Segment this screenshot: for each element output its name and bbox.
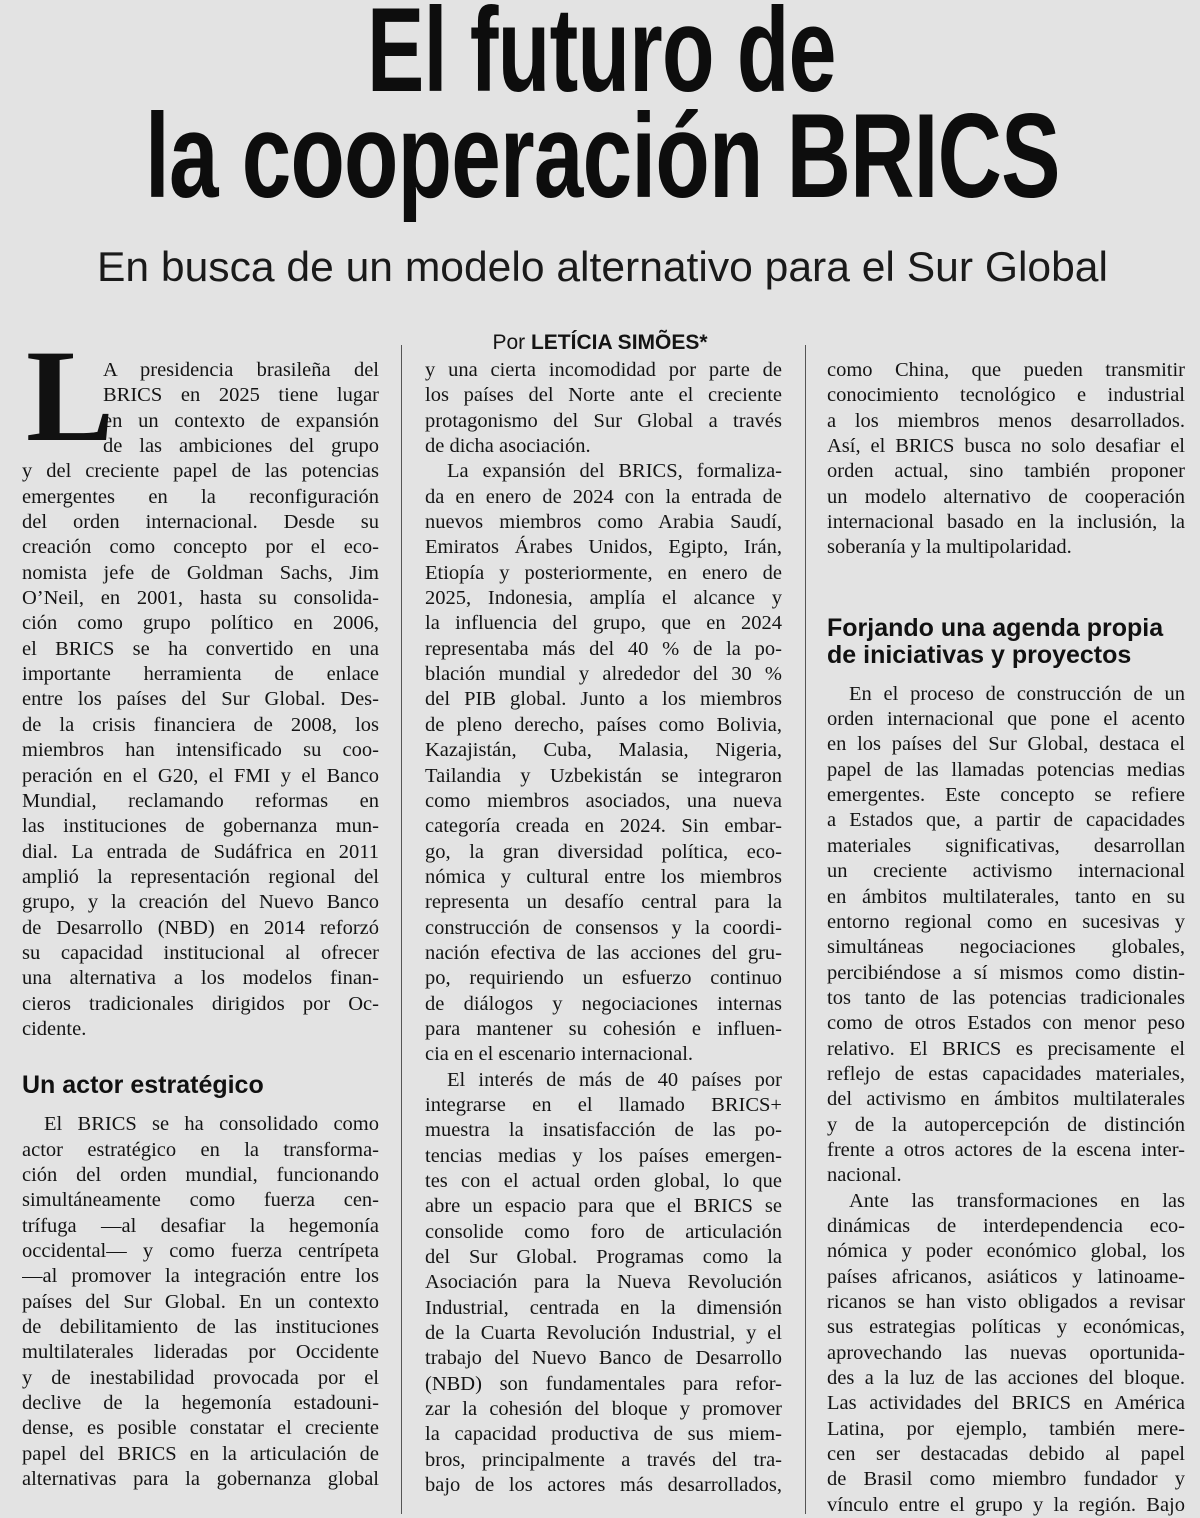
text-line: como miembros asociados, una nueva xyxy=(425,789,782,812)
text-line: (NBD) son fundamentales para refor- xyxy=(425,1372,782,1395)
text-line: del activismo en ámbitos multilaterales xyxy=(827,1088,1185,1111)
text-line: occidental— y como fuerza centrípeta xyxy=(22,1240,379,1262)
text-line: nuevos miembros como Arabia Saudí, xyxy=(425,511,782,534)
article-column-2 xyxy=(425,358,782,1498)
byline xyxy=(0,332,1200,353)
paragraph xyxy=(425,1068,782,1499)
text-line: de pleno derecho, países como Bolivia, xyxy=(425,713,782,736)
text-line: sus estrategias políticas y económicas, xyxy=(827,1316,1185,1339)
text-line: las instituciones de gobernanza mun- xyxy=(22,815,379,838)
text-line: simultáneamente como fuerza cen- xyxy=(22,1189,379,1212)
byline-author: LETÍCIA SIMÕES* xyxy=(530,331,708,354)
text-line: miembros han intensificado su coo- xyxy=(22,739,379,762)
text-line: vínculo entre el grupo y la región. Bajo xyxy=(827,1493,1185,1516)
text-line: de la crisis financiera de 2008, los xyxy=(22,713,379,736)
text-line: Así, el BRICS busca no solo desafiar el xyxy=(827,435,1185,458)
text-line: emergentes en la reconfiguración xyxy=(22,485,379,508)
text-line: internacional basado en la inclusión, la xyxy=(827,511,1185,534)
text-line: amplió la representación regional del xyxy=(22,865,379,888)
text-line: entorno regional como en sucesivas y xyxy=(827,910,1185,933)
text-line: Etiopía y posteriormente, en enero de xyxy=(425,561,782,584)
text-line: y del creciente papel de las potencias xyxy=(22,460,379,483)
text-line: y de la autopercepción de distinción xyxy=(827,1113,1185,1136)
text-line: consolide como foro de articulación xyxy=(425,1220,782,1243)
text-line: O’Neil, en 2001, hasta su consolida- xyxy=(22,587,379,610)
text-line: papel de las llamadas potencias medias xyxy=(827,758,1185,781)
text-line: Latina, por ejemplo, también mere- xyxy=(827,1417,1185,1440)
text-line: grupo, y la creación del Nuevo Banco xyxy=(22,891,379,914)
text-line: países del Sur Global. En un contexto xyxy=(22,1290,379,1313)
text-line: en un contexto de expansión xyxy=(103,409,379,432)
text-line: bros, principalmente a través del tra- xyxy=(425,1448,782,1471)
text-line: Ante las transformaciones en las xyxy=(849,1189,1185,1212)
text-line: cen ser destacadas debido al papel xyxy=(827,1443,1185,1466)
text-line: 2025, Indonesia, amplía el alcance y xyxy=(425,587,782,610)
text-line: declive de la hegemonía estadouni- xyxy=(22,1392,379,1415)
text-line: zar la cohesión del bloque y promover xyxy=(425,1398,782,1421)
paragraph xyxy=(827,682,1185,1189)
text-line: muestra la insatisfacción de las po- xyxy=(425,1119,782,1142)
text-line: cidente. xyxy=(22,1017,87,1040)
text-line: trabajo del Nuevo Banco de Desarrollo xyxy=(425,1347,782,1370)
text-line: de debilitamiento de las instituciones xyxy=(22,1316,379,1339)
article-column-3 xyxy=(827,358,1185,1518)
article-column-1 xyxy=(22,322,379,1492)
text-line: relativo. El BRICS es precisamente el xyxy=(827,1037,1185,1060)
text-line: del orden internacional. Desde su xyxy=(22,511,379,534)
text-line: soberanía y la multipolaridad. xyxy=(827,536,1072,559)
text-line: nómica y poder económico global, los xyxy=(827,1240,1185,1263)
text-line: BRICS en 2025 tiene lugar xyxy=(103,384,379,407)
text-line: países africanos, asiáticos y latinoame- xyxy=(827,1265,1185,1288)
text-line: entre los países del Sur Global. Des- xyxy=(22,688,379,711)
text-line: para mantener su cohesión e influen- xyxy=(425,1017,782,1040)
paragraph xyxy=(22,322,379,1042)
text-line: protagonismo del Sur Global a través xyxy=(425,409,782,432)
text-line: Asociación para la Nueva Revolución xyxy=(425,1271,782,1294)
text-line: multilaterales lideradas por Occidente xyxy=(22,1341,379,1364)
text-line: y una cierta incomodidad por parte de xyxy=(425,359,782,381)
headline-line-2: la cooperación BRICS xyxy=(144,89,1060,223)
text-line: de diálogos y negociaciones internas xyxy=(425,992,782,1015)
text-line: alternativas para la gobernanza global xyxy=(22,1468,379,1491)
text-line: El interés de más de 40 países por xyxy=(447,1068,782,1091)
text-line: a Estados que, a partir de capacidades xyxy=(827,809,1185,832)
text-line: peración en el G20, el FMI y el Banco xyxy=(22,764,379,787)
text-line: blación mundial y alrededor del 30 % xyxy=(425,663,782,686)
text-line: Tailandia y Uzbekistán se integraron xyxy=(425,764,782,787)
text-line: orden internacional que pone el acento xyxy=(827,708,1185,731)
text-line: abre un espacio para que el BRICS se xyxy=(425,1195,782,1218)
text-line: tos tanto de las potencias tradicionales xyxy=(827,986,1185,1009)
text-line: un creciente activismo internacional xyxy=(827,860,1185,883)
text-line: papel del BRICS en la articulación de xyxy=(22,1442,379,1465)
text-line: Las actividades del BRICS en América xyxy=(827,1392,1185,1415)
text-line: de Desarrollo (NBD) en 2014 reforzó xyxy=(22,916,379,939)
column-divider xyxy=(805,345,806,1514)
text-line: El BRICS se ha consolidado como xyxy=(44,1113,379,1136)
text-line: Kazajistán, Cuba, Malasia, Nigeria, xyxy=(425,739,782,762)
text-line: un modelo alternativo de cooperación xyxy=(827,485,1185,508)
text-line: de las ambiciones del grupo xyxy=(103,435,379,458)
text-line: da en enero de 2024 con la entrada de xyxy=(425,485,782,508)
text-line: ricanos se han visto obligados a revisar xyxy=(827,1291,1185,1313)
text-line: materiales significativas, desarrollan xyxy=(827,834,1185,857)
text-line: de la Cuarta Revolución Industrial, y el xyxy=(425,1322,782,1345)
text-line: tes con el actual orden global, lo que xyxy=(425,1170,782,1192)
subtitle: En busca de un modelo alternativo para el Sur Global xyxy=(96,243,1108,290)
section-heading xyxy=(827,615,1185,669)
text-line: los países del Norte ante el creciente xyxy=(425,384,782,407)
text-line: A presidencia brasileña del xyxy=(103,359,379,381)
text-line: orden actual, sino también proponer xyxy=(827,460,1185,483)
text-line: creación como concepto por el eco- xyxy=(22,536,379,559)
text-line: emergentes. Este concepto se refiere xyxy=(827,784,1185,807)
text-line: en los países del Sur Global, destaca el xyxy=(827,733,1185,756)
text-line: po, requiriendo un esfuerzo continuo xyxy=(425,967,782,990)
text-line: como China, que pueden transmitir xyxy=(827,359,1185,381)
text-line: importante herramienta de enlace xyxy=(22,663,379,686)
paragraph xyxy=(425,459,782,1067)
text-line: frente a otros actores de la escena inter- xyxy=(827,1138,1185,1161)
text-line: ción del orden mundial, funcionando xyxy=(22,1163,379,1186)
text-line: reflejo de estas capacidades materiales, xyxy=(827,1062,1185,1085)
text-line: cieros tradicionales dirigidos por Oc- xyxy=(22,992,379,1015)
section-heading-line: Un actor estratégico xyxy=(22,1071,264,1100)
text-line: Mundial, reclamando reformas en xyxy=(22,789,379,812)
text-line: des a la luz de las acciones del bloque. xyxy=(827,1367,1185,1390)
text-line: a los miembros menos desarrollados. xyxy=(827,409,1185,432)
paragraph xyxy=(827,358,1185,561)
text-line: La expansión del BRICS, formaliza- xyxy=(447,460,782,483)
text-line: dense, es posible constatar el creciente xyxy=(22,1417,379,1440)
text-line: trífuga —al desafiar la hegemonía xyxy=(22,1214,379,1237)
text-line: Emiratos Árabes Unidos, Egipto, Irán, xyxy=(425,536,782,559)
text-line: nación efectiva de las acciones del gru- xyxy=(425,941,782,964)
text-line: actor estratégico en la transforma- xyxy=(22,1138,379,1161)
text-line: el BRICS se ha convertido en una xyxy=(22,637,379,660)
column-divider xyxy=(401,345,402,1514)
text-line: percibiéndose a sí mismos como distin- xyxy=(827,961,1185,984)
byline-prefix: Por xyxy=(492,331,526,354)
text-line: cia en el escenario internacional. xyxy=(425,1043,694,1066)
text-line: construcción de consensos y la coordi- xyxy=(425,916,782,939)
section-heading-line: de iniciativas y proyectos xyxy=(827,640,1132,669)
section-heading xyxy=(22,1072,379,1099)
text-line: En el proceso de construcción de un xyxy=(849,682,1185,705)
text-line: representa un desafío central para la xyxy=(425,891,782,914)
text-line: Industrial, centrada en la dimensión xyxy=(425,1296,782,1319)
text-line: simultáneas negociaciones globales, xyxy=(827,936,1185,959)
drop-cap: L xyxy=(26,322,115,469)
paragraph xyxy=(425,358,782,459)
text-line: una alternativa a los modelos finan- xyxy=(22,967,379,990)
text-line: ción como grupo político en 2006, xyxy=(22,612,379,635)
headline-line-1: El futuro de xyxy=(366,0,836,117)
text-line: en ámbitos multilaterales, tanto en su xyxy=(827,885,1185,908)
text-line: la influencia del grupo, que en 2024 xyxy=(425,612,782,635)
paragraph xyxy=(22,1112,379,1492)
text-line: dinámicas de interdependencia eco- xyxy=(827,1214,1185,1237)
text-line: nacional. xyxy=(827,1164,902,1187)
text-line: go, la gran diversidad política, eco- xyxy=(425,840,782,863)
text-line: —al promover la integración entre los xyxy=(22,1265,379,1288)
text-line: conocimiento tecnológico e industrial xyxy=(827,384,1185,407)
section-heading-line: Forjando una agenda propia xyxy=(827,613,1164,642)
text-line: nomista jefe de Goldman Sachs, Jim xyxy=(22,561,379,584)
text-line: integrarse en el llamado BRICS+ xyxy=(425,1093,782,1116)
text-line: la capacidad productiva de sus miem- xyxy=(425,1423,782,1446)
paragraph xyxy=(827,1189,1185,1518)
text-line: aprovechando las nuevas oportunida- xyxy=(827,1341,1185,1364)
text-line: bajo de los actores más desarrollados, xyxy=(425,1474,782,1497)
text-line: y de inestabilidad provocada por el xyxy=(22,1366,379,1389)
text-line: su capacidad institucional al ofrecer xyxy=(22,941,379,964)
text-line: como de otros Estados con menor peso xyxy=(827,1012,1185,1035)
text-line: de Brasil como miembro fundador y xyxy=(827,1468,1185,1491)
text-line: nómica y cultural entre los miembros xyxy=(425,865,782,888)
text-line: representaba más del 40 % de la po- xyxy=(425,637,782,660)
text-line: de dicha asociación. xyxy=(425,435,591,458)
text-line: dial. La entrada de Sudáfrica en 2011 xyxy=(22,840,379,863)
text-line: del PIB global. Junto a los miembros xyxy=(425,688,782,711)
text-line: categoría creada en 2024. Sin embar- xyxy=(425,815,782,838)
text-line: del Sur Global. Programas como la xyxy=(425,1246,782,1269)
text-line: tencias medias y los países emergen- xyxy=(425,1144,782,1167)
